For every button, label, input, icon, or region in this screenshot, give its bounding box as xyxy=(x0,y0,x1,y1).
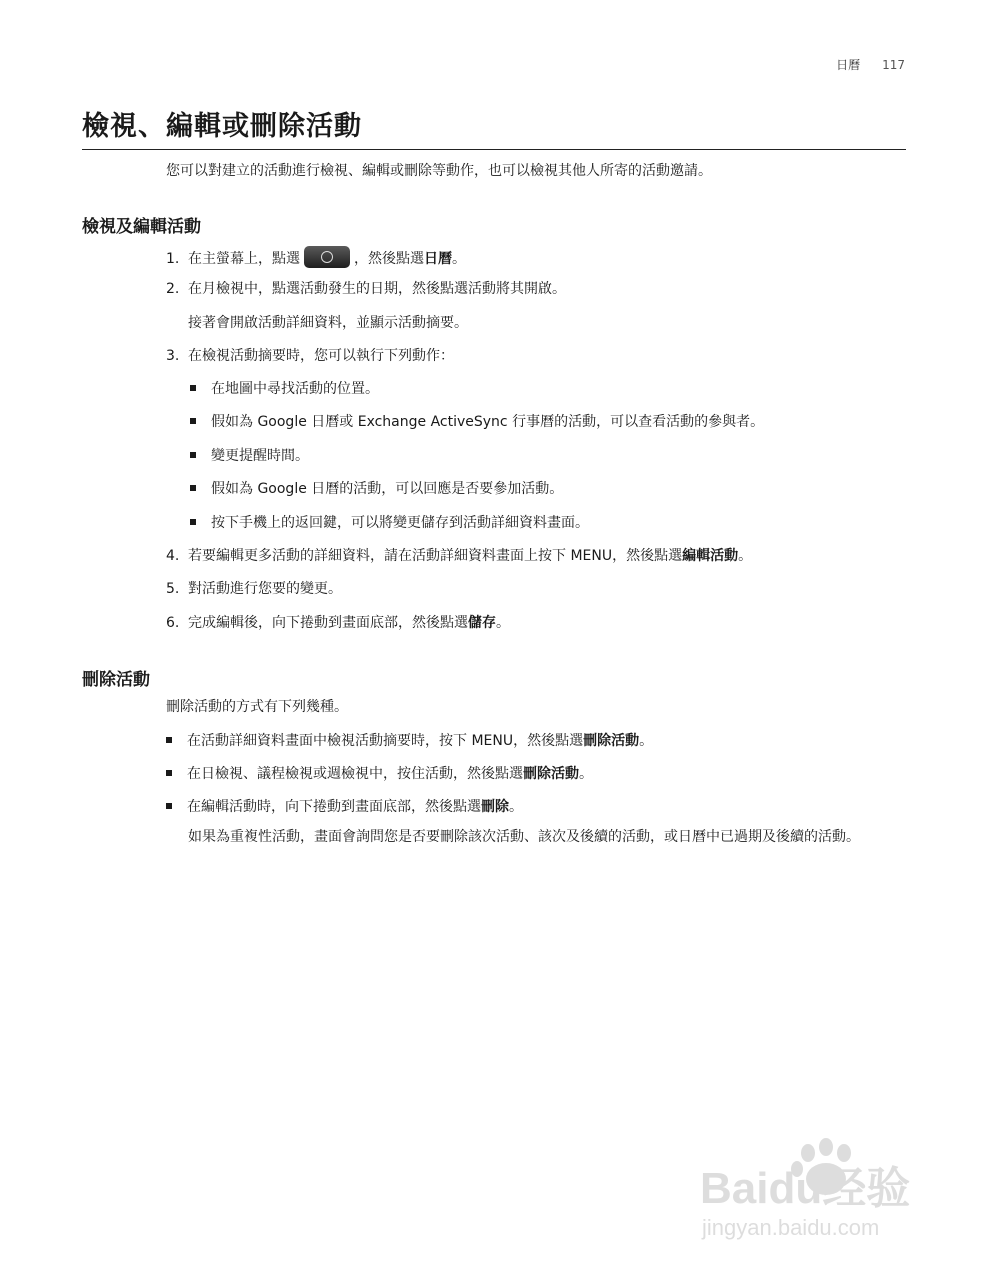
step-text: 在月檢視中，點選活動發生的日期，然後點選活動將其開啟。 xyxy=(188,281,566,297)
list-item-text: 變更提醒時間。 xyxy=(211,448,309,464)
bullet-icon xyxy=(166,737,172,743)
chapter-name: 日曆 xyxy=(836,58,861,72)
list-item-text: 假如為 Google 日曆的活動，可以回應是否要參加活動。 xyxy=(211,481,564,497)
step-number: 1. xyxy=(166,251,180,267)
home-button-icon xyxy=(304,246,350,268)
list-item-text: 。 xyxy=(579,766,593,782)
list-item xyxy=(190,411,764,431)
watermark-url: jingyan.baidu.com xyxy=(702,1215,880,1240)
list-item xyxy=(190,445,309,465)
step-text: 。 xyxy=(452,251,466,267)
bullet-icon xyxy=(190,519,196,525)
bold-term: 編輯活動 xyxy=(682,548,739,564)
list-item-text: 。 xyxy=(509,799,523,815)
step-text: 。 xyxy=(738,548,753,564)
step-number: 3. xyxy=(166,348,180,364)
list-item xyxy=(166,796,523,816)
step-2 xyxy=(166,278,566,298)
step-1 xyxy=(166,248,466,270)
list-item-text: 假如為 Google 日曆或 Exchange ActiveSync 行事曆的活動，可以查看活動的參與者。 xyxy=(211,414,765,430)
step-text: 在檢視活動摘要時，您可以執行下列動作： xyxy=(188,348,454,364)
bullet-icon xyxy=(166,770,172,776)
list-item-text: 。 xyxy=(639,733,654,749)
step-6 xyxy=(166,612,510,632)
step-text: ，然後點選 xyxy=(354,251,424,267)
intro-text: 您可以對建立的活動進行檢視、編輯或刪除等動作，也可以檢視其他人所寄的活動邀請。 xyxy=(166,163,712,179)
baidu-watermark-logo xyxy=(700,1135,935,1245)
step-2-note: 接著會開啟活動詳細資料，並顯示活動摘要。 xyxy=(188,315,468,331)
list-item xyxy=(190,378,379,398)
step-3 xyxy=(166,345,454,365)
bold-term: 刪除 xyxy=(481,799,509,815)
section-intro: 刪除活動的方式有下列幾種。 xyxy=(166,699,348,715)
step-number: 2. xyxy=(166,281,180,297)
list-item-text: 在日檢視、議程檢視或週檢視中，按住活動，然後點選 xyxy=(187,766,523,782)
bold-term: 日曆 xyxy=(424,251,452,267)
list-item xyxy=(190,512,589,532)
step-4 xyxy=(166,545,752,565)
bold-term: 刪除活動 xyxy=(583,733,640,749)
bold-term: 儲存 xyxy=(468,615,496,631)
list-item-text: 按下手機上的返回鍵，可以將變更儲存到活動詳細資料畫面。 xyxy=(211,515,589,531)
list-item-text: 在活動詳細資料畫面中檢視活動摘要時，按下 MENU，然後點選 xyxy=(187,733,584,749)
section-heading-delete: 刪除活動 xyxy=(82,670,150,690)
list-item-text: 在編輯活動時，向下捲動到畫面底部，然後點選 xyxy=(187,799,481,815)
watermark-brand: Baidu经验 xyxy=(700,1164,911,1213)
list-item xyxy=(166,730,653,750)
step-text: 若要編輯更多活動的詳細資料，請在活動詳細資料畫面上按下 MENU，然後點選 xyxy=(188,548,683,564)
bullet-icon xyxy=(166,803,172,809)
step-text: 。 xyxy=(496,615,510,631)
list-item xyxy=(190,478,563,498)
running-header xyxy=(836,56,905,73)
page-number: 117 xyxy=(882,58,905,72)
bold-term: 刪除活動 xyxy=(523,766,579,782)
bullet-icon xyxy=(190,418,196,424)
section-heading-view-edit: 檢視及編輯活動 xyxy=(82,217,201,237)
step-text: 對活動進行您要的變更。 xyxy=(188,581,342,597)
list-item xyxy=(166,763,593,783)
step-text: 完成編輯後，向下捲動到畫面底部，然後點選 xyxy=(188,615,468,631)
step-5 xyxy=(166,578,342,598)
bullet-icon xyxy=(190,385,196,391)
page-title: 檢視、編輯或刪除活動 xyxy=(82,104,906,150)
step-number: 6. xyxy=(166,615,180,631)
step-number: 4. xyxy=(166,548,180,564)
step-text: 在主螢幕上，點選 xyxy=(188,251,300,267)
bullet-icon xyxy=(190,485,196,491)
step-number: 5. xyxy=(166,581,180,597)
bullet-icon xyxy=(190,452,196,458)
delete-note: 如果為重複性活動，畫面會詢問您是否要刪除該次活動、該次及後續的活動，或日曆中已過期及後續的活動。 xyxy=(188,829,860,845)
list-item-text: 在地圖中尋找活動的位置。 xyxy=(211,381,379,397)
